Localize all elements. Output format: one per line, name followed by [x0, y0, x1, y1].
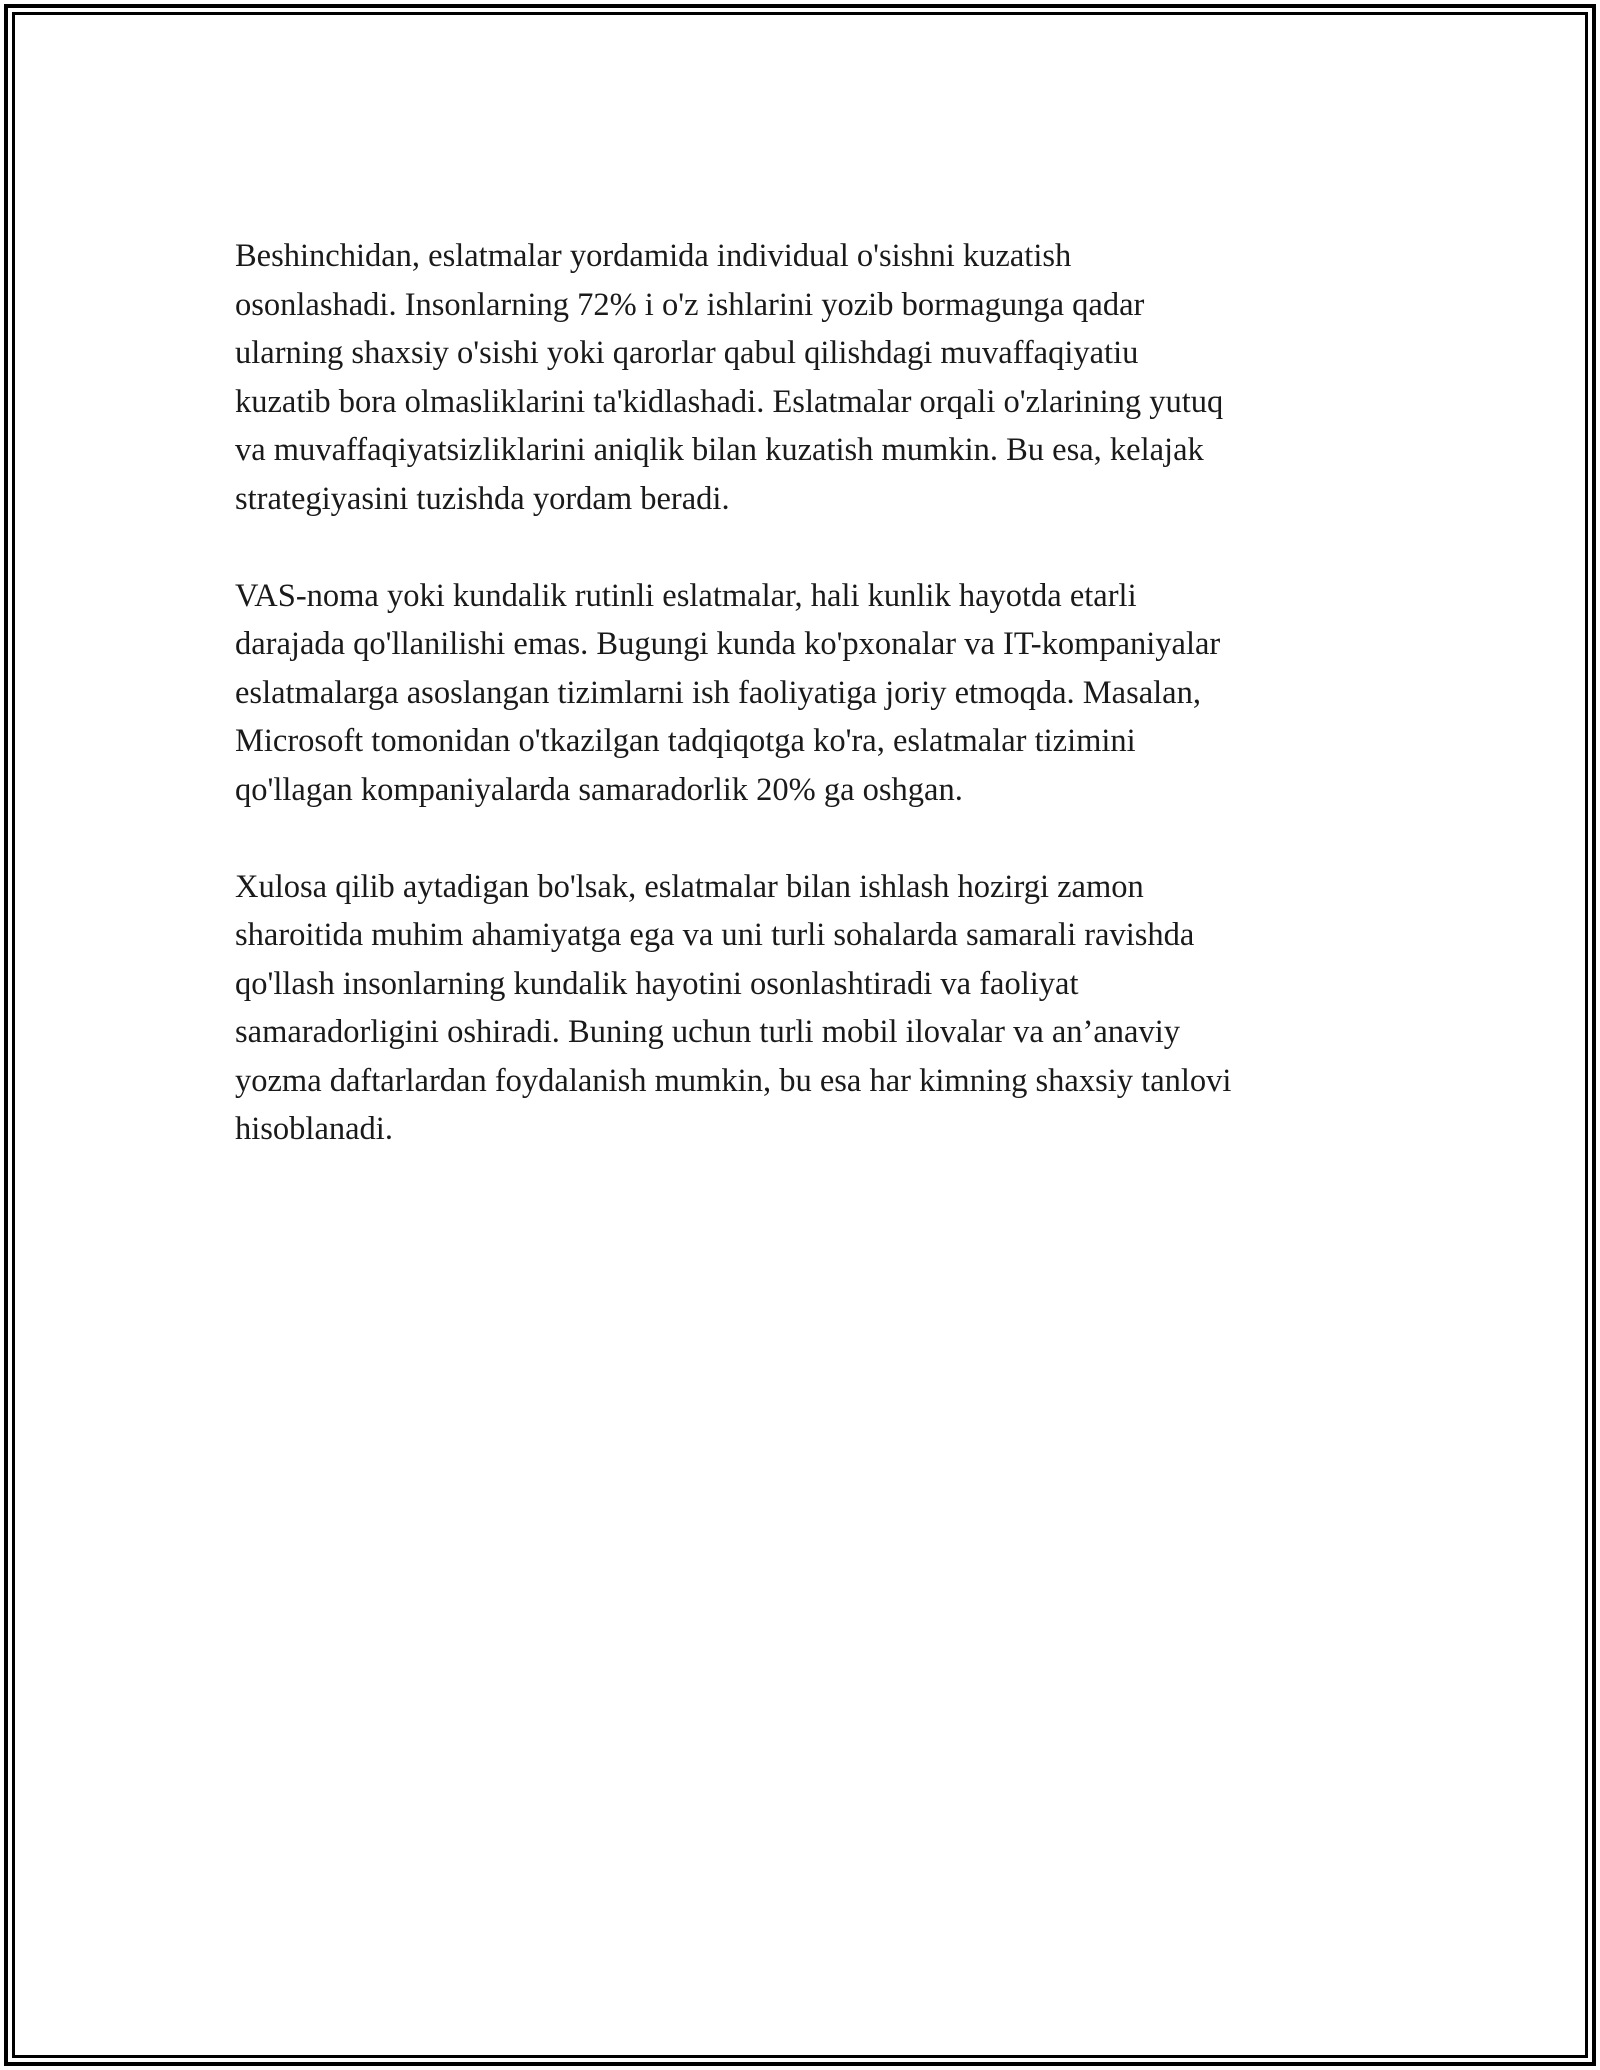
document-body	[235, 232, 1375, 1202]
text-line: samaradorligini oshiradi. Buning uchun turli mobil ilovalar va an’anaviy	[235, 1014, 1180, 1050]
paragraph-2	[235, 572, 1375, 815]
text-line: darajada qo'llanilishi emas. Bugungi kunda ko'pxonalar va IT-kompaniyalar	[235, 626, 1221, 662]
paragraph-1	[235, 232, 1375, 523]
text-line: osonlashadi. Insonlarning 72% i o'z ishlarini yozib bormagunga qadar	[235, 286, 1145, 323]
paragraph-3	[235, 863, 1375, 1154]
text-line: Xulosa qilib aytadigan bo'lsak, eslatmalar bilan ishlash hozirgi zamon	[235, 868, 1144, 905]
text-line: Beshinchidan, eslatmalar yordamida individual o'sishni kuzatish	[235, 238, 1072, 274]
text-line: kuzatib bora olmasliklarini ta'kidlashadi. Eslatmalar orqali o'zlarining yutuq	[235, 383, 1224, 420]
text-line: eslatmalarga asoslangan tizimlarni ish faoliyatiga joriy etmoqda. Masalan,	[235, 674, 1201, 711]
text-line: qo'llagan kompaniyalarda samaradorlik 20% ga oshgan.	[235, 771, 963, 808]
text-line: hisoblanadi.	[235, 1111, 393, 1147]
text-line: qo'llash insonlarning kundalik hayotini osonlashtiradi va faoliyat	[235, 965, 1079, 1002]
text-line: Microsoft tomonidan o'tkazilgan tadqiqotga ko'ra, eslatmalar tizimini	[235, 723, 1136, 759]
text-line: sharoitida muhim ahamiyatga ega va uni turli sohalarda samarali ravishda	[235, 917, 1195, 953]
text-line: strategiyasini tuzishda yordam beradi.	[235, 480, 730, 517]
text-line: va muvaffaqiyatsizliklarini aniqlik bilan kuzatish mumkin. Bu esa, kelajak	[235, 432, 1204, 468]
text-line: ularning shaxsiy o'sishi yoki qarorlar qabul qilishdagi muvaffaqiyatiu	[235, 335, 1139, 371]
text-line: VAS-noma yoki kundalik rutinli eslatmalar, hali kunlik hayotda etarli	[235, 577, 1137, 614]
text-line: yozma daftarlardan foydalanish mumkin, bu esa har kimning shaxsiy tanlovi	[235, 1062, 1232, 1099]
